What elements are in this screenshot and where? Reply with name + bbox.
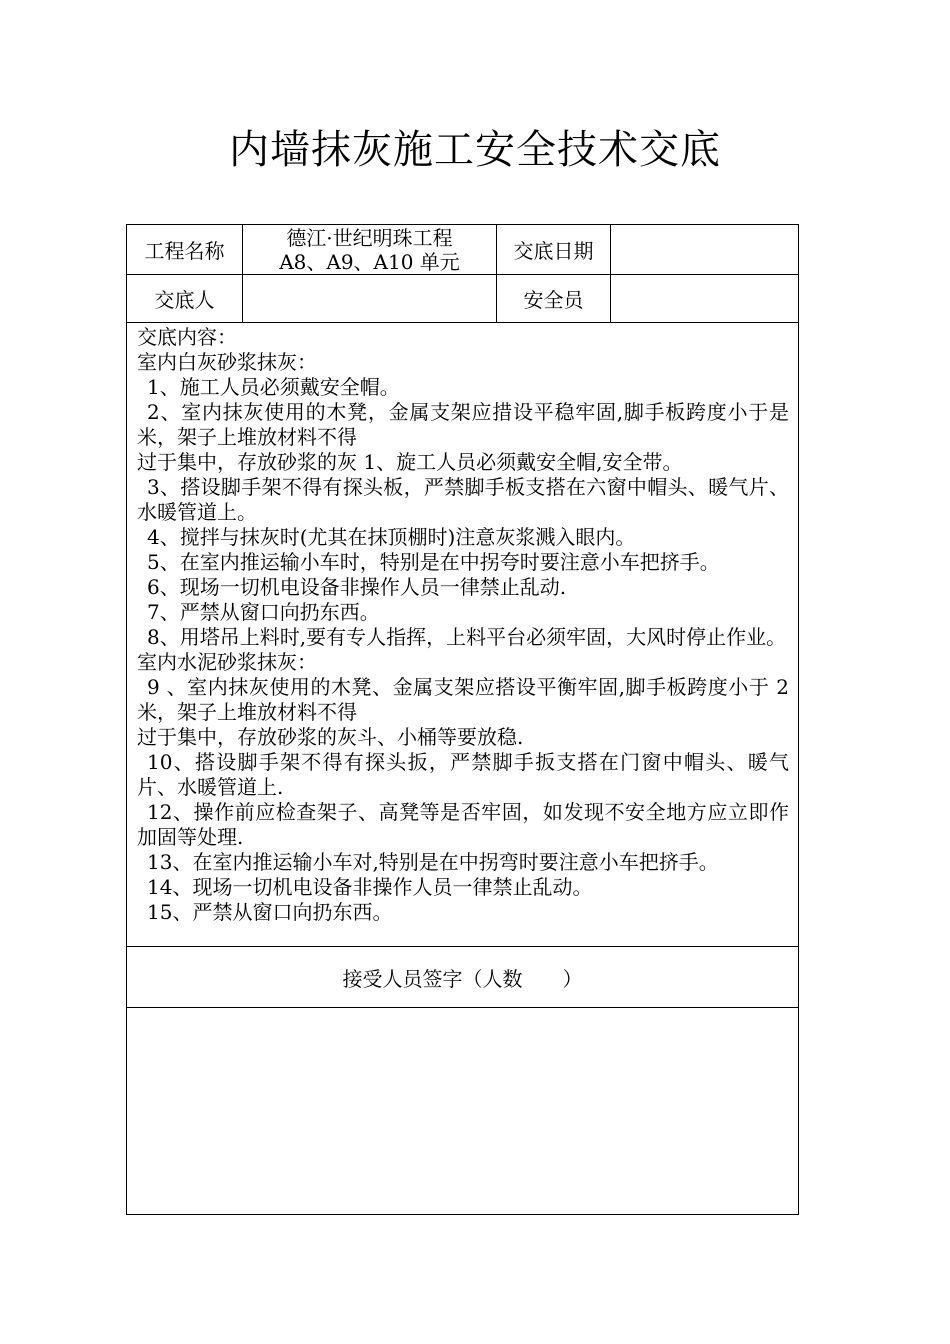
content-row bbox=[127, 323, 799, 947]
safety-officer-label: 安全员 bbox=[497, 275, 611, 323]
signature-area-row bbox=[127, 1008, 799, 1215]
content-item: 2、室内抹灰使用的木凳，金属支架应措设平稳牢固,脚手板跨度小于是米，架子上堆放材料不得 bbox=[137, 400, 789, 449]
content-item: 4、搅拌与抹灰时(尤其在抹顶棚时)注意灰浆溅入眼内。 bbox=[147, 525, 636, 549]
content-item: 9 、室内抹灰使用的木凳、金属支架应搭设平衡牢固,脚手板跨度小于 2 米，架子上堆放材料不得 bbox=[137, 675, 789, 724]
project-name-line-1: 德江·世纪明珠工程 bbox=[286, 225, 453, 250]
signature-header-row bbox=[127, 947, 799, 1008]
content-item: 13、在室内推运输小车对,特别是在中拐弯时要注意小车把挤手。 bbox=[147, 850, 719, 874]
content-heading: 交底内容： bbox=[137, 325, 237, 349]
content-item: 5、在室内推运输小车时，特别是在中拐夸时要注意小车把挤手。 bbox=[147, 550, 720, 574]
content-item: 15、严禁从窗口向扔东西。 bbox=[147, 900, 393, 924]
content-item: 过于集中，存放砂浆的灰斗、小桶等要放稳. bbox=[137, 725, 524, 749]
content-item: 3、搭设脚手架不得有探头板，严禁脚手板支搭在六窗中帽头、暖气片、水暖管道上。 bbox=[137, 475, 789, 524]
project-name-label: 工程名称 bbox=[127, 225, 243, 275]
disclosure-content bbox=[127, 323, 799, 947]
content-item: 过于集中，存放砂浆的灰 1、旋工人员必须戴安全帽,安全带。 bbox=[137, 450, 683, 474]
disclosure-form bbox=[126, 224, 799, 1215]
signature-label: 接受人员签字（人数 ） bbox=[127, 947, 799, 1008]
content-item: 8、用塔吊上料时,要有专人指挥，上料平台必须牢固，大风时停止作业。 bbox=[147, 625, 787, 649]
discloser-value bbox=[243, 275, 497, 323]
content-item: 6、现场一切机电设备非操作人员一律禁止乱动. bbox=[147, 575, 567, 599]
safety-officer-value bbox=[611, 275, 799, 323]
section-heading-cement-mortar: 室内水泥砂浆抹灰： bbox=[137, 650, 317, 674]
content-item: 12、操作前应检查架子、高凳等是否牢固，如发现不安全地方应立即作加固等处理. bbox=[137, 800, 789, 849]
header-row-2 bbox=[127, 275, 799, 323]
signature-area bbox=[127, 1008, 799, 1215]
document-title: 内墙抹灰施工安全技术交底 bbox=[229, 127, 721, 173]
header-row-1 bbox=[127, 225, 799, 275]
project-name-line-2: A8、A9、A10 单元 bbox=[279, 249, 460, 274]
content-item: 7、严禁从窗口向扔东西。 bbox=[147, 600, 380, 624]
section-heading-lime-mortar: 室内白灰砂浆抹灰： bbox=[137, 350, 317, 374]
disclosure-date-label: 交底日期 bbox=[497, 225, 611, 275]
content-item: 1、施工人员必须戴安全帽。 bbox=[147, 375, 400, 399]
discloser-label: 交底人 bbox=[127, 275, 243, 323]
project-name-value bbox=[243, 225, 497, 275]
disclosure-date-value bbox=[611, 225, 799, 275]
content-item: 10、搭设脚手架不得有探头扳，严禁脚手扳支搭在门窗中帽头、暖气片、水暖管道上. bbox=[137, 750, 789, 799]
content-item: 14、现场一切机电设备非操作人员一律禁止乱动。 bbox=[147, 875, 593, 899]
